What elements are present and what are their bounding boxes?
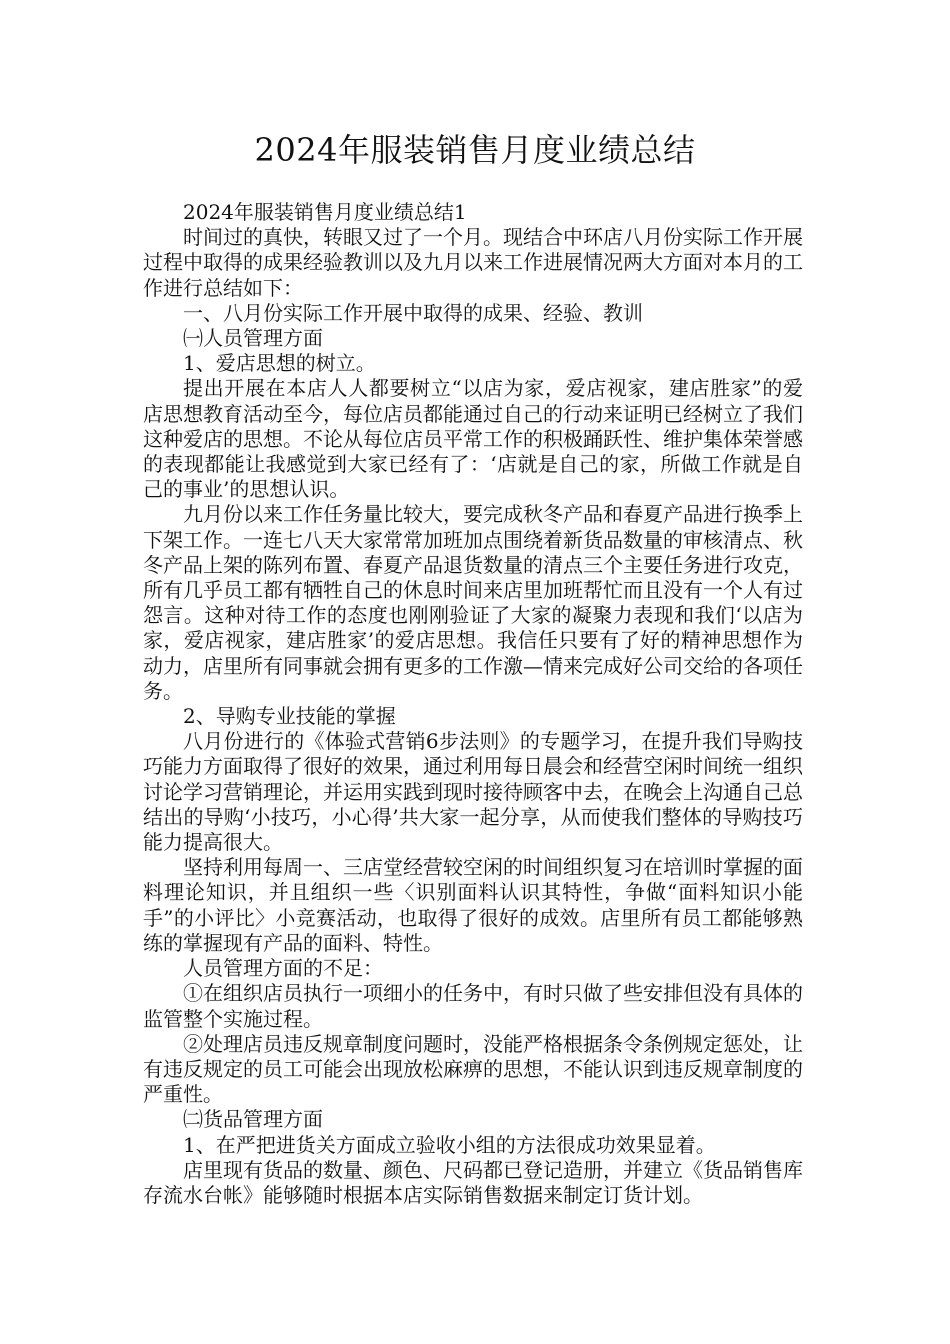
item-heading-2: 2、导购专业技能的掌握 bbox=[183, 704, 396, 729]
shortcoming-item-1: ①在组织店员执行一项细小的任务中，有时只做了些安排但没有具体的监管整个实施过程。 bbox=[143, 981, 803, 1031]
shortcoming-item-2: ②处理店员违反规章制度问题时，没能严格根据条令条例规定惩处，让有违反规定的员工可能会出现放松麻痹的思想，不能认识到违反规章制度的严重性。 bbox=[143, 1031, 803, 1107]
subsection-heading-goods: ㈡货品管理方面 bbox=[183, 1107, 323, 1132]
body-paragraph: 坚持利用每周一、三店堂经营较空闲的时间组织复习在培训时掌握的面料理论知识，并且组织一些〈识别面料认识其特性，争做“面料知识小能手”的小评比〉小竞赛活动，也取得了很好的成效。店里所有员工都能够熟练的掌握现有产品的面料、特性。 bbox=[143, 855, 803, 955]
document-body bbox=[143, 200, 803, 1208]
intro-paragraph: 时间过的真快，转眼又过了一个月。现结合中环店八月份实际工作开展过程中取得的成果经验教训以及九月以来工作进展情况两大方面对本月的工作进行总结如下： bbox=[143, 225, 803, 300]
body-paragraph: 提出开展在本店人人都要树立“以店为家，爱店视家，建店胜家”的爱店思想教育活动至今，每位店员都能通过自己的行动来证明已经树立了我们这种爱店的思想。不论从每位店员平常工作的积极踊跃性、维护集体荣誉感的表现都能让我感觉到大家已经有了：‘店就是自己的家，所做工作就是自己的事业’的思想认识。 bbox=[143, 376, 803, 502]
section-heading-1: 一、八月份实际工作开展中取得的成果、经验、教训 bbox=[183, 300, 643, 325]
shortcomings-heading: 人员管理方面的不足： bbox=[183, 956, 383, 981]
subsection-heading-personnel: ㈠人员管理方面 bbox=[183, 326, 323, 351]
goods-item-heading-1: 1、在严把进货关方面成立验收小组的方法很成功效果显着。 bbox=[183, 1132, 716, 1157]
body-paragraph: 八月份进行的《体验式营销6步法则》的专题学习，在提升我们导购技巧能力方面取得了很好的效果，通过利用每日晨会和经营空闲时间统一组织讨论学习营销理论，并运用实践到现时接待顾客中去，在晚会上沟通自己总结出的导购‘小技巧，小心得’共大家一起分享，从而使我们整体的导购技巧能力提高很大。 bbox=[143, 729, 803, 855]
section-subtitle: 2024年服装销售月度业绩总结1 bbox=[183, 200, 467, 224]
document-title: 2024年服装销售月度业绩总结 bbox=[254, 131, 696, 169]
item-heading-1: 1、爱店思想的树立。 bbox=[183, 351, 376, 376]
body-paragraph: 九月份以来工作任务量比较大，要完成秋冬产品和春夏产品进行换季上下架工作。一连七八天大家常常加班加点围绕着新货品数量的审核清点、秋冬产品上架的陈列布置、春夏产品退货数量的清点三个主要任务进行攻克，所有几乎员工都有牺牲自己的休息时间来店里加班帮忙而且没有一个人有过怨言。这种对待工作的态度也刚刚验证了大家的凝聚力表现和我们‘以店为家，爱店视家，建店胜家’的爱店思想。我信任只要有了好的精神思想作为动力，店里所有同事就会拥有更多的工作激—情来完成好公司交给的各项任务。 bbox=[143, 502, 803, 703]
body-paragraph: 店里现有货品的数量、颜色、尺码都已登记造册，并建立《货品销售库存流水台帐》能够随时根据本店实际销售数据来制定订货计划。 bbox=[143, 1157, 803, 1207]
